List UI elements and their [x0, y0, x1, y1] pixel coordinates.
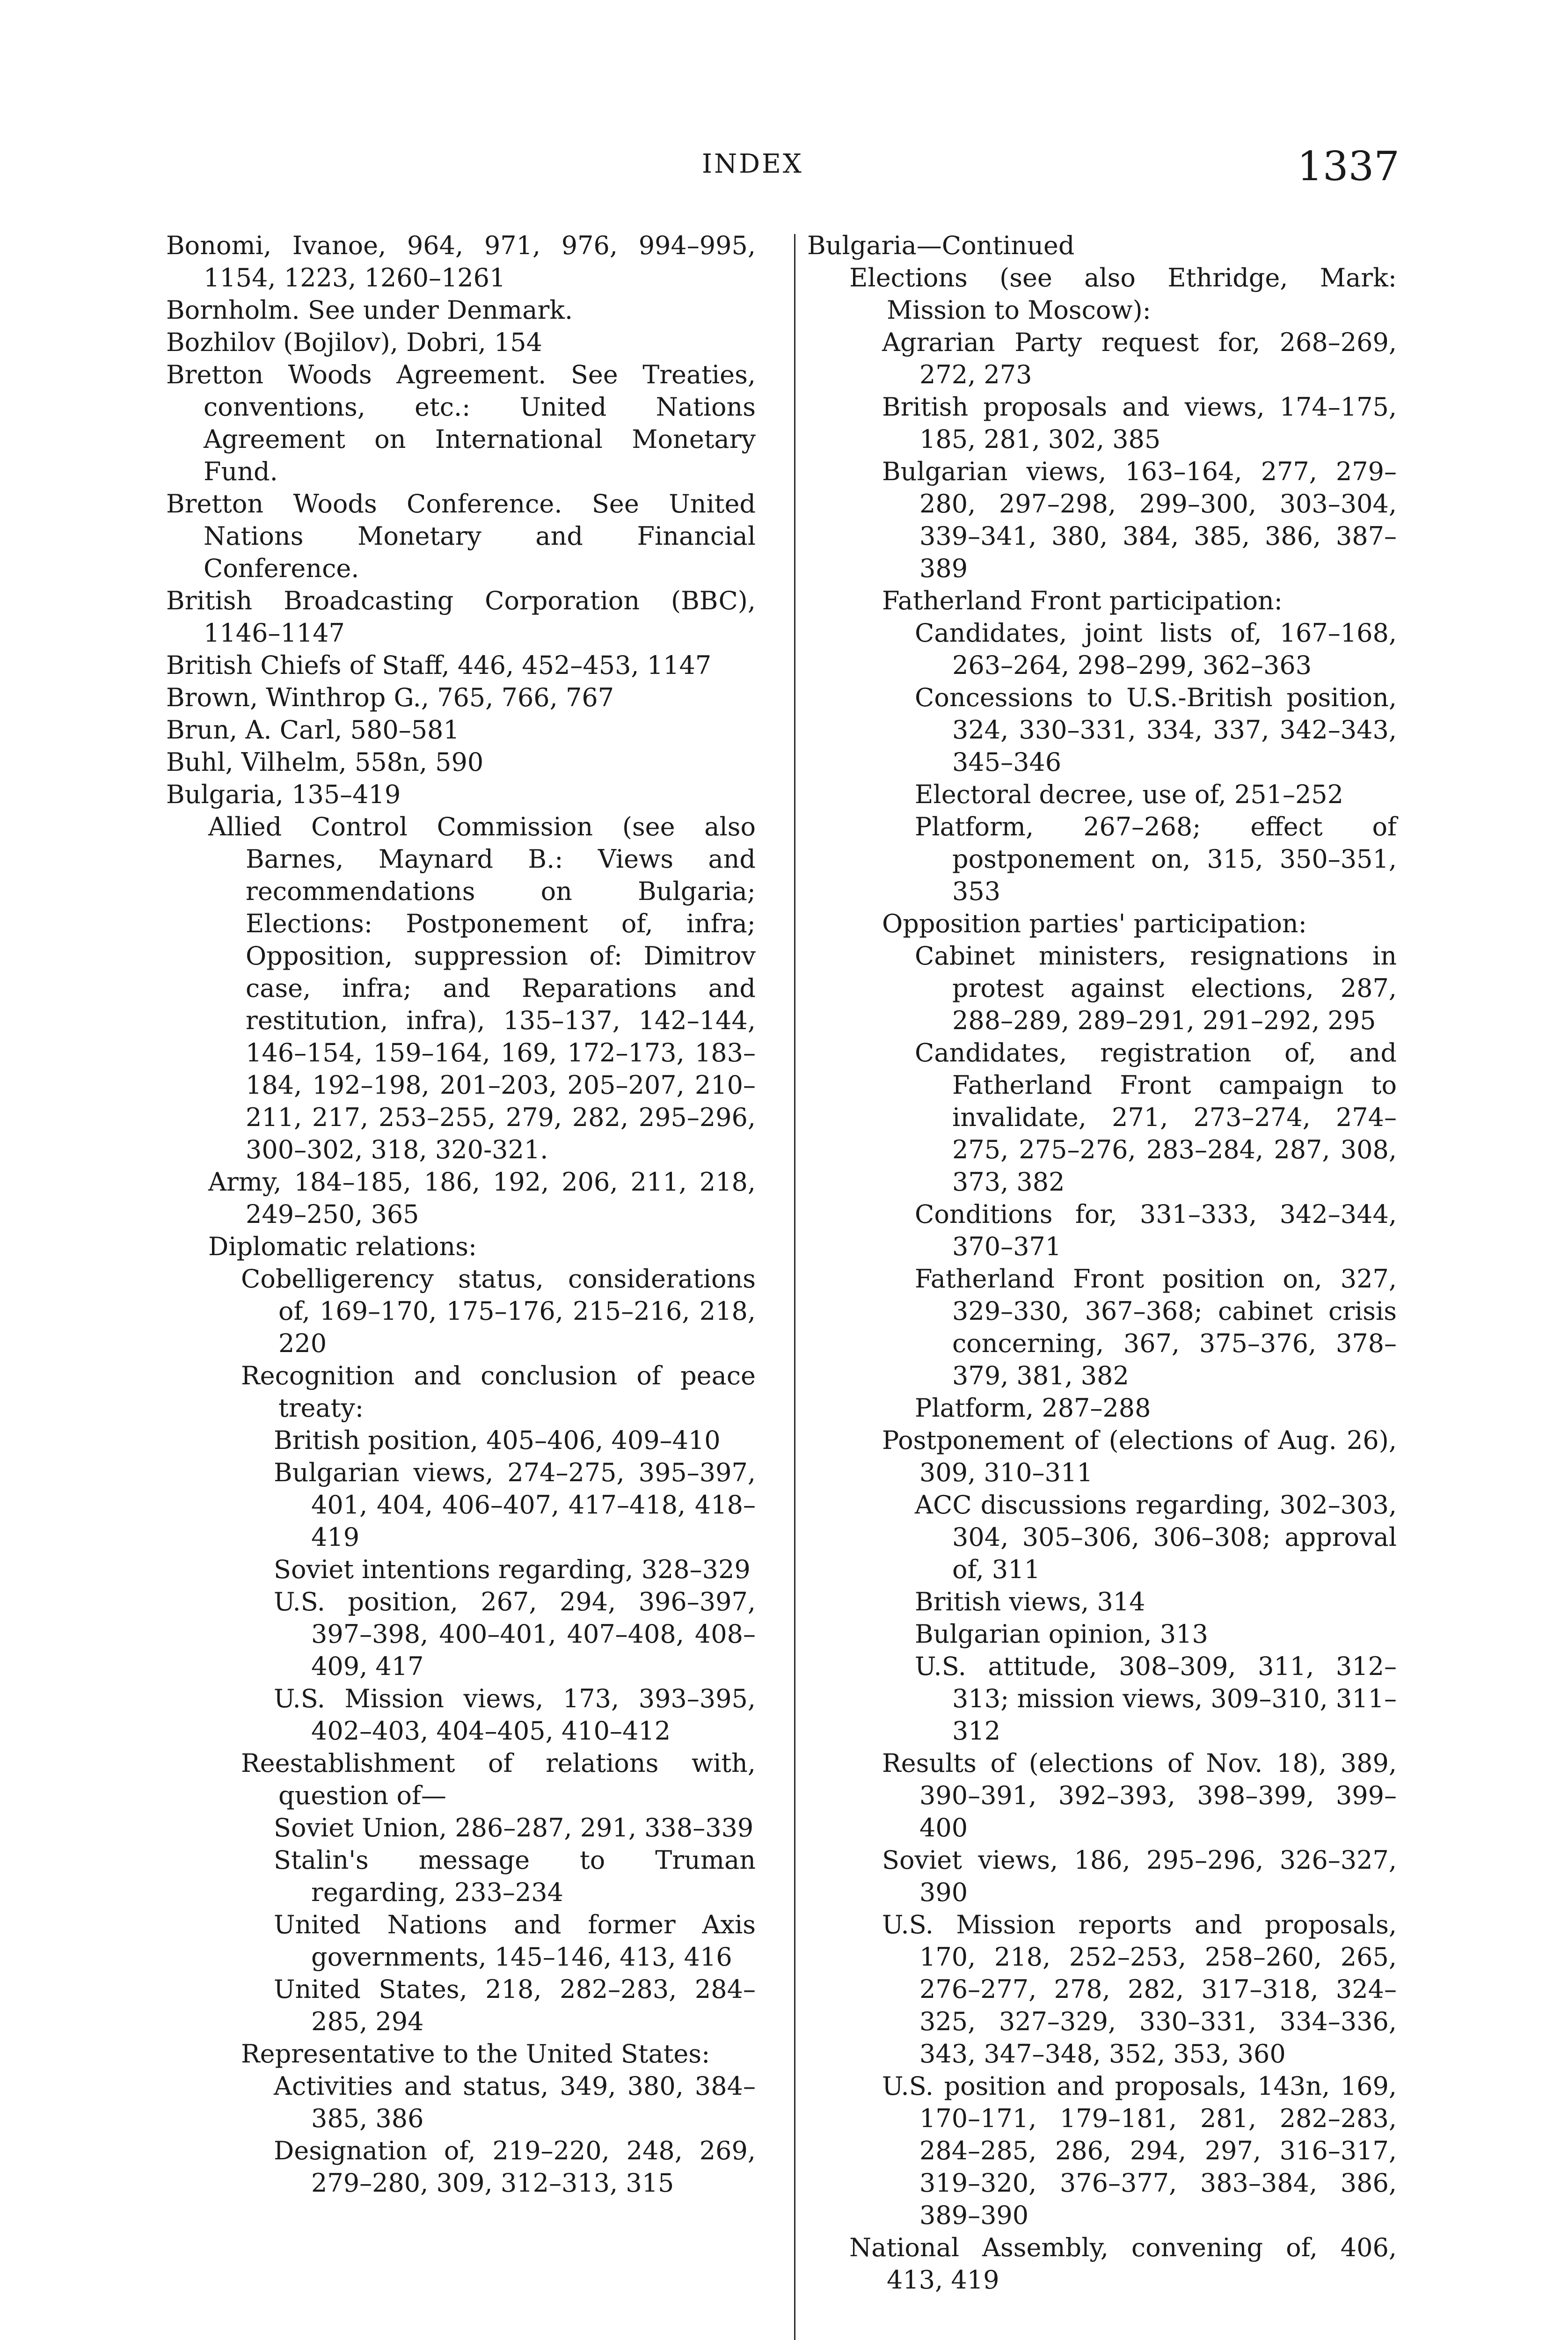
index-entry: Brun, A. Carl, 580–581 [166, 715, 459, 745]
index-entry: Concessions to U.S.-British position, 324, 330–331, 334, 337, 342–343, 345–346 [915, 683, 1397, 777]
index-entry: Bulgaria—Continued [807, 231, 1075, 260]
index-entry: Opposition parties' participation: [882, 909, 1307, 938]
index-entry: Candidates, joint lists of, 167–168, 263–264, 298–299, 362–363 [915, 618, 1397, 680]
index-entry: Brown, Winthrop G., 765, 766, 767 [166, 683, 614, 712]
index-entry: British position, 405–406, 409–410 [274, 1426, 721, 1455]
index-entry: Designation of, 219–220, 248, 269, 279–280, 309, 312–313, 315 [274, 2136, 756, 2198]
index-entry: Platform, 287–288 [915, 1393, 1151, 1423]
index-entry: Representative to the United States: [241, 2039, 710, 2069]
index-entry: United States, 218, 282–283, 284–285, 294 [274, 1974, 756, 2036]
index-entry: Agrarian Party request for, 268–269, 272, 273 [882, 328, 1397, 389]
index-entry: Platform, 267–268; effect of postponement on, 315, 350–351, 353 [915, 812, 1397, 906]
index-entry: Postponement of (elections of Aug. 26), 309, 310–311 [882, 1426, 1397, 1487]
index-entry: Soviet views, 186, 295–296, 326–327, 390 [882, 1845, 1397, 1907]
index-entry: Stalin's message to Truman regarding, 233–234 [274, 1845, 756, 1907]
index-entry: U.S. Mission views, 173, 393–395, 402–403, 404–405, 410–412 [274, 1684, 756, 1746]
index-entry: Bornholm. See under Denmark. [166, 295, 573, 325]
index-entry: Bulgarian views, 163–164, 277, 279–280, 297–298, 299–300, 303–304, 339–341, 380, 384, 385, 386, 387–389 [882, 457, 1397, 583]
index-entry: National Assembly, convening of, 406, 413, 419 [849, 2233, 1397, 2295]
index-entry: Activities and status, 349, 380, 384–385, 386 [274, 2071, 756, 2133]
index-entry: ACC discussions regarding, 302–303, 304, 305–306, 306–308; approval of, 311 [915, 1490, 1397, 1584]
index-entry: Fatherland Front position on, 327, 329–330, 367–368; cabinet crisis concerning, 367, 375–376, 378–379, 381, 382 [915, 1264, 1397, 1390]
index-entry: Bretton Woods Agreement. See Treaties, conventions, etc.: United Nations Agreement on International Monetary Fund. [166, 360, 756, 486]
index-entry: British proposals and views, 174–175, 185, 281, 302, 385 [882, 392, 1397, 454]
index-entry: Bretton Woods Conference. See United Nations Monetary and Financial Conference. [166, 489, 756, 583]
index-entry: Allied Control Commission (see also Barnes, Maynard B.: Views and recommendations on Bulgaria; Elections: Postponement of, infra; Opposition, suppression of: Dimitrov case, infra; and Reparations and restitution, infra), 135–137, 142–144, 146–154, 159–164, 169, 172–173, 183–184, 192–198, 201–203, 205–207, 210–211, 217, 253–255, 279, 282, 295–296, 300–302, 318, 320-321. [208, 812, 756, 1164]
index-entry: U.S. position, 267, 294, 396–397, 397–398, 400–401, 407–408, 408–409, 417 [274, 1587, 756, 1681]
index-entry: U.S. position and proposals, 143n, 169, 170–171, 179–181, 281, 282–283, 284–285, 286, 294, 297, 316–317, 319–320, 376–377, 383–384, 386, 389–390 [882, 2071, 1397, 2230]
page-header [0, 143, 1568, 191]
left-column [166, 229, 756, 2199]
index-entry: Conditions for, 331–333, 342–344, 370–371 [915, 1199, 1397, 1261]
page-number: 1337 [1297, 143, 1400, 190]
index-entry: U.S. attitude, 308–309, 311, 312–313; mission views, 309–310, 311–312 [915, 1652, 1397, 1746]
index-entry: Bozhilov (Bojilov), Dobri, 154 [166, 328, 542, 357]
index-entry: Reestablishment of relations with, question of— [241, 1748, 756, 1810]
index-entry: Results of (elections of Nov. 18), 389, 390–391, 392–393, 398–399, 399–400 [882, 1748, 1397, 1843]
running-head: INDEX [702, 149, 803, 179]
index-entry: Elections (see also Ethridge, Mark: Mission to Moscow): [849, 263, 1397, 325]
index-entry: Army, 184–185, 186, 192, 206, 211, 218, 249–250, 365 [208, 1167, 756, 1229]
index-entry: Bulgarian opinion, 313 [915, 1619, 1208, 1649]
index-entry: Soviet intentions regarding, 328–329 [274, 1555, 751, 1584]
index-entry: Soviet Union, 286–287, 291, 338–339 [274, 1813, 754, 1843]
index-entry: U.S. Mission reports and proposals, 170, 218, 252–253, 258–260, 265, 276–277, 278, 282, 317–318, 324–325, 327–329, 330–331, 334–336, 343, 347–348, 352, 353, 360 [882, 1910, 1397, 2069]
index-entry: Recognition and conclusion of peace treaty: [241, 1361, 756, 1423]
index-entry: Candidates, registration of, and Fatherland Front campaign to invalidate, 271, 273–274, 274–275, 275–276, 283–284, 287, 308, 373, 382 [915, 1038, 1397, 1197]
column-divider [794, 234, 795, 2340]
index-entry: Buhl, Vilhelm, 558n, 590 [166, 747, 484, 777]
index-entry: British Chiefs of Staff, 446, 452–453, 1147 [166, 651, 712, 680]
index-entry: Cabinet ministers, resignations in protest against elections, 287, 288–289, 289–291, 291–292, 295 [915, 941, 1397, 1035]
right-column [807, 229, 1397, 2296]
index-entry: Bulgaria, 135–419 [166, 780, 401, 809]
index-entry: Cobelligerency status, considerations of, 169–170, 175–176, 215–216, 218, 220 [241, 1264, 756, 1358]
index-entry: United Nations and former Axis governments, 145–146, 413, 416 [274, 1910, 756, 1972]
index-entry: Bulgarian views, 274–275, 395–397, 401, 404, 406–407, 417–418, 418–419 [274, 1458, 756, 1552]
index-entry: Diplomatic relations: [208, 1232, 477, 1261]
index-entry: Bonomi, Ivanoe, 964, 971, 976, 994–995, 1154, 1223, 1260–1261 [166, 231, 756, 292]
index-entry: British Broadcasting Corporation (BBC), 1146–1147 [166, 586, 756, 648]
index-entry: Fatherland Front participation: [882, 586, 1283, 615]
index-entry: British views, 314 [915, 1587, 1145, 1616]
index-entry: Electoral decree, use of, 251–252 [915, 780, 1344, 809]
